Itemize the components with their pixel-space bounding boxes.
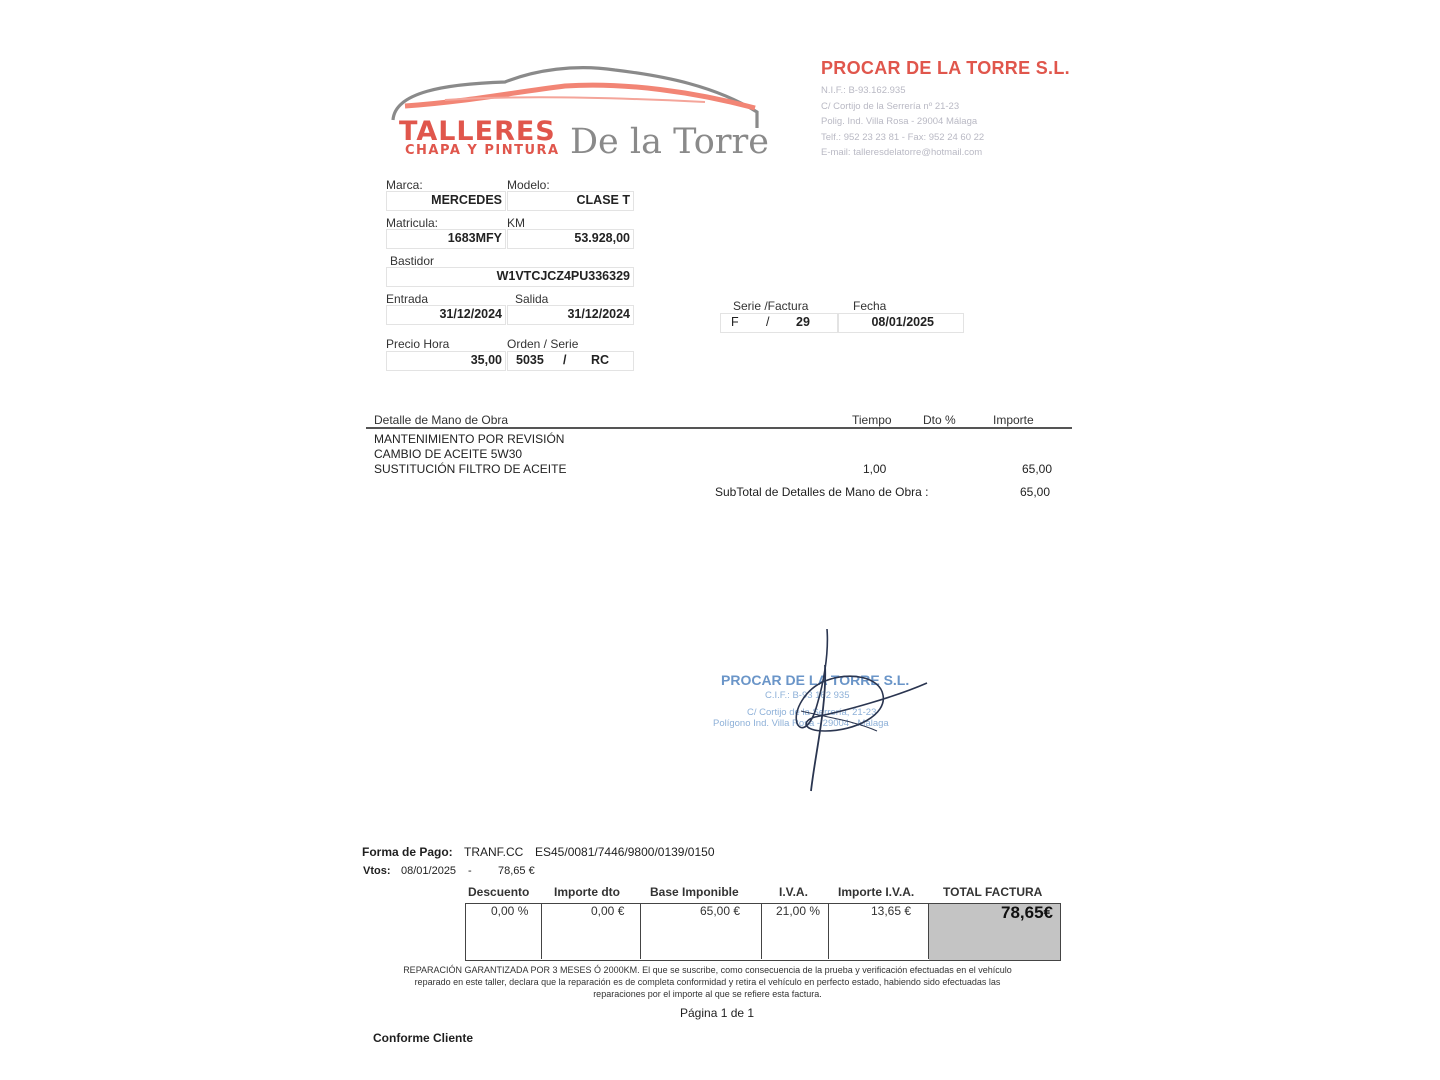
- matricula-label: Matricula:: [386, 216, 439, 230]
- marca-value: MERCEDES: [431, 193, 502, 207]
- legal-line: reparado en este taller, declara que la reparación es de completa conformidad y retira el vehículo en perfecto estado, habiendo sido efectuadas las: [414, 977, 1001, 987]
- stamp-cif: C.I.F.: B-93 162 935: [765, 690, 850, 701]
- totals-header: Importe dto: [554, 885, 620, 899]
- labor-subtotal: 65,00: [1020, 485, 1051, 499]
- marca-label: Marca:: [386, 178, 423, 192]
- matricula-value: 1683MFY: [447, 231, 502, 245]
- totals-divider: [761, 903, 762, 959]
- totals-divider: [828, 903, 829, 959]
- company-email: E-mail: talleresdelatorre@hotmail.com: [821, 147, 983, 158]
- totals-divider: [541, 903, 542, 959]
- legal-line: reparaciones por el importe al que se refiere esta factura.: [593, 989, 822, 999]
- labor-line: SUSTITUCIÓN FILTRO DE ACEITE: [374, 462, 567, 476]
- precio-hora-value: 35,00: [470, 353, 502, 367]
- labor-subtotal-label: SubTotal de Detalles de Mano de Obra :: [715, 485, 929, 499]
- logo-de-la-torre: De la Torre: [570, 122, 769, 162]
- base-imponible-value: 65,00 €: [700, 904, 741, 918]
- entrada-label: Entrada: [386, 292, 429, 306]
- legal-line: REPARACIÓN GARANTIZADA POR 3 MESES Ó 2000KM. El que se suscribe, como consecuencia de la prueba y verificación efectuadas en el vehículo: [403, 965, 1012, 975]
- labor-importe: 65,00: [1022, 462, 1053, 476]
- legal-text: [345, 964, 1070, 1000]
- conforme-cliente: Conforme Cliente: [373, 1031, 474, 1045]
- totals-header: TOTAL FACTURA: [943, 885, 1043, 899]
- labor-line: MANTENIMIENTO POR REVISIÓN: [374, 432, 565, 446]
- vtos-date: 08/01/2025: [401, 865, 457, 877]
- company-phone: Telf.: 952 23 23 81 - Fax: 952 24 60 22: [821, 131, 985, 143]
- forma-pago-label: Forma de Pago:: [362, 845, 453, 859]
- forma-pago-value: TRANF.CC: [464, 845, 524, 859]
- totals-divider: [640, 903, 641, 959]
- invoice-serie: F: [731, 315, 739, 329]
- invoice-number: 29: [796, 315, 810, 329]
- total-factura-value: 78,65€: [1001, 903, 1053, 922]
- labor-header-dto: Dto %: [923, 413, 956, 427]
- labor-header-rule: [366, 427, 1072, 429]
- labor-header-tiempo: Tiempo: [852, 413, 892, 427]
- precio-hora-label: Precio Hora: [386, 337, 450, 351]
- entrada-value: 31/12/2024: [439, 307, 502, 321]
- company-address: C/ Cortijo de la Serrería nº 21-23: [821, 100, 960, 112]
- stamp-address: C/ Cortijo de la Serrería, 21-23: [747, 707, 877, 718]
- logo-talleres: TALLERES: [399, 116, 556, 147]
- invoice-separator: /: [766, 315, 770, 329]
- orden-serie-label: Orden / Serie: [507, 337, 579, 351]
- company-block: [821, 58, 1070, 161]
- salida-label: Salida: [515, 292, 549, 306]
- modelo-label: Modelo:: [507, 178, 550, 192]
- orden-value: 5035: [516, 353, 544, 367]
- company-nif: N.I.F.: B-93.162.935: [821, 85, 906, 96]
- bastidor-value: W1VTCJCZ4PU336329: [496, 269, 630, 283]
- company-name: PROCAR DE LA TORRE S.L.: [821, 58, 1070, 78]
- labor-line: CAMBIO DE ACEITE 5W30: [374, 447, 523, 461]
- salida-value: 31/12/2024: [567, 307, 630, 321]
- descuento-value: 0,00 %: [491, 904, 529, 918]
- payment-iban: ES45/0081/7446/9800/0139/0150: [535, 845, 715, 859]
- labor-tiempo: 1,00: [863, 462, 887, 476]
- importe-dto-value: 0,00 €: [591, 904, 625, 918]
- stamp-name: PROCAR DE LA TORRE S.L.: [721, 672, 910, 688]
- company-stamp: [705, 625, 935, 795]
- vtos-amount: 78,65 €: [498, 865, 535, 877]
- page-number: Página 1 de 1: [680, 1006, 755, 1020]
- vtos-separator: -: [468, 865, 472, 877]
- importe-iva-value: 13,65 €: [871, 904, 912, 918]
- iva-value: 21,00 %: [776, 904, 821, 918]
- orden-separator: /: [563, 353, 567, 367]
- signature-icon: [705, 625, 935, 795]
- serie-value: RC: [591, 353, 610, 367]
- totals-header: Importe I.V.A.: [838, 885, 915, 899]
- bastidor-label: Bastidor: [390, 254, 435, 268]
- km-label: KM: [507, 216, 525, 230]
- totals-header: Descuento: [468, 885, 530, 899]
- invoice-date: 08/01/2025: [871, 315, 934, 329]
- totals-divider: [928, 903, 929, 959]
- vtos-label: Vtos:: [363, 865, 391, 877]
- fecha-label: Fecha: [853, 299, 887, 313]
- labor-header-importe: Importe: [993, 413, 1034, 427]
- company-polygon: Polig. Ind. Villa Rosa - 29004 Málaga: [821, 116, 978, 127]
- logo-chapa-pintura: CHAPA Y PINTURA: [405, 143, 560, 158]
- km-value: 53.928,00: [574, 231, 630, 245]
- serie-factura-label: Serie /Factura: [733, 299, 809, 313]
- totals-header: Base Imponible: [650, 885, 739, 899]
- company-logo: [385, 62, 769, 162]
- modelo-value: CLASE T: [576, 193, 630, 207]
- labor-header-detalle: Detalle de Mano de Obra: [374, 413, 509, 427]
- stamp-polygon: Polígono Ind. Villa Rosa - 29004 - Málaga: [713, 718, 889, 729]
- totals-header: I.V.A.: [779, 885, 808, 899]
